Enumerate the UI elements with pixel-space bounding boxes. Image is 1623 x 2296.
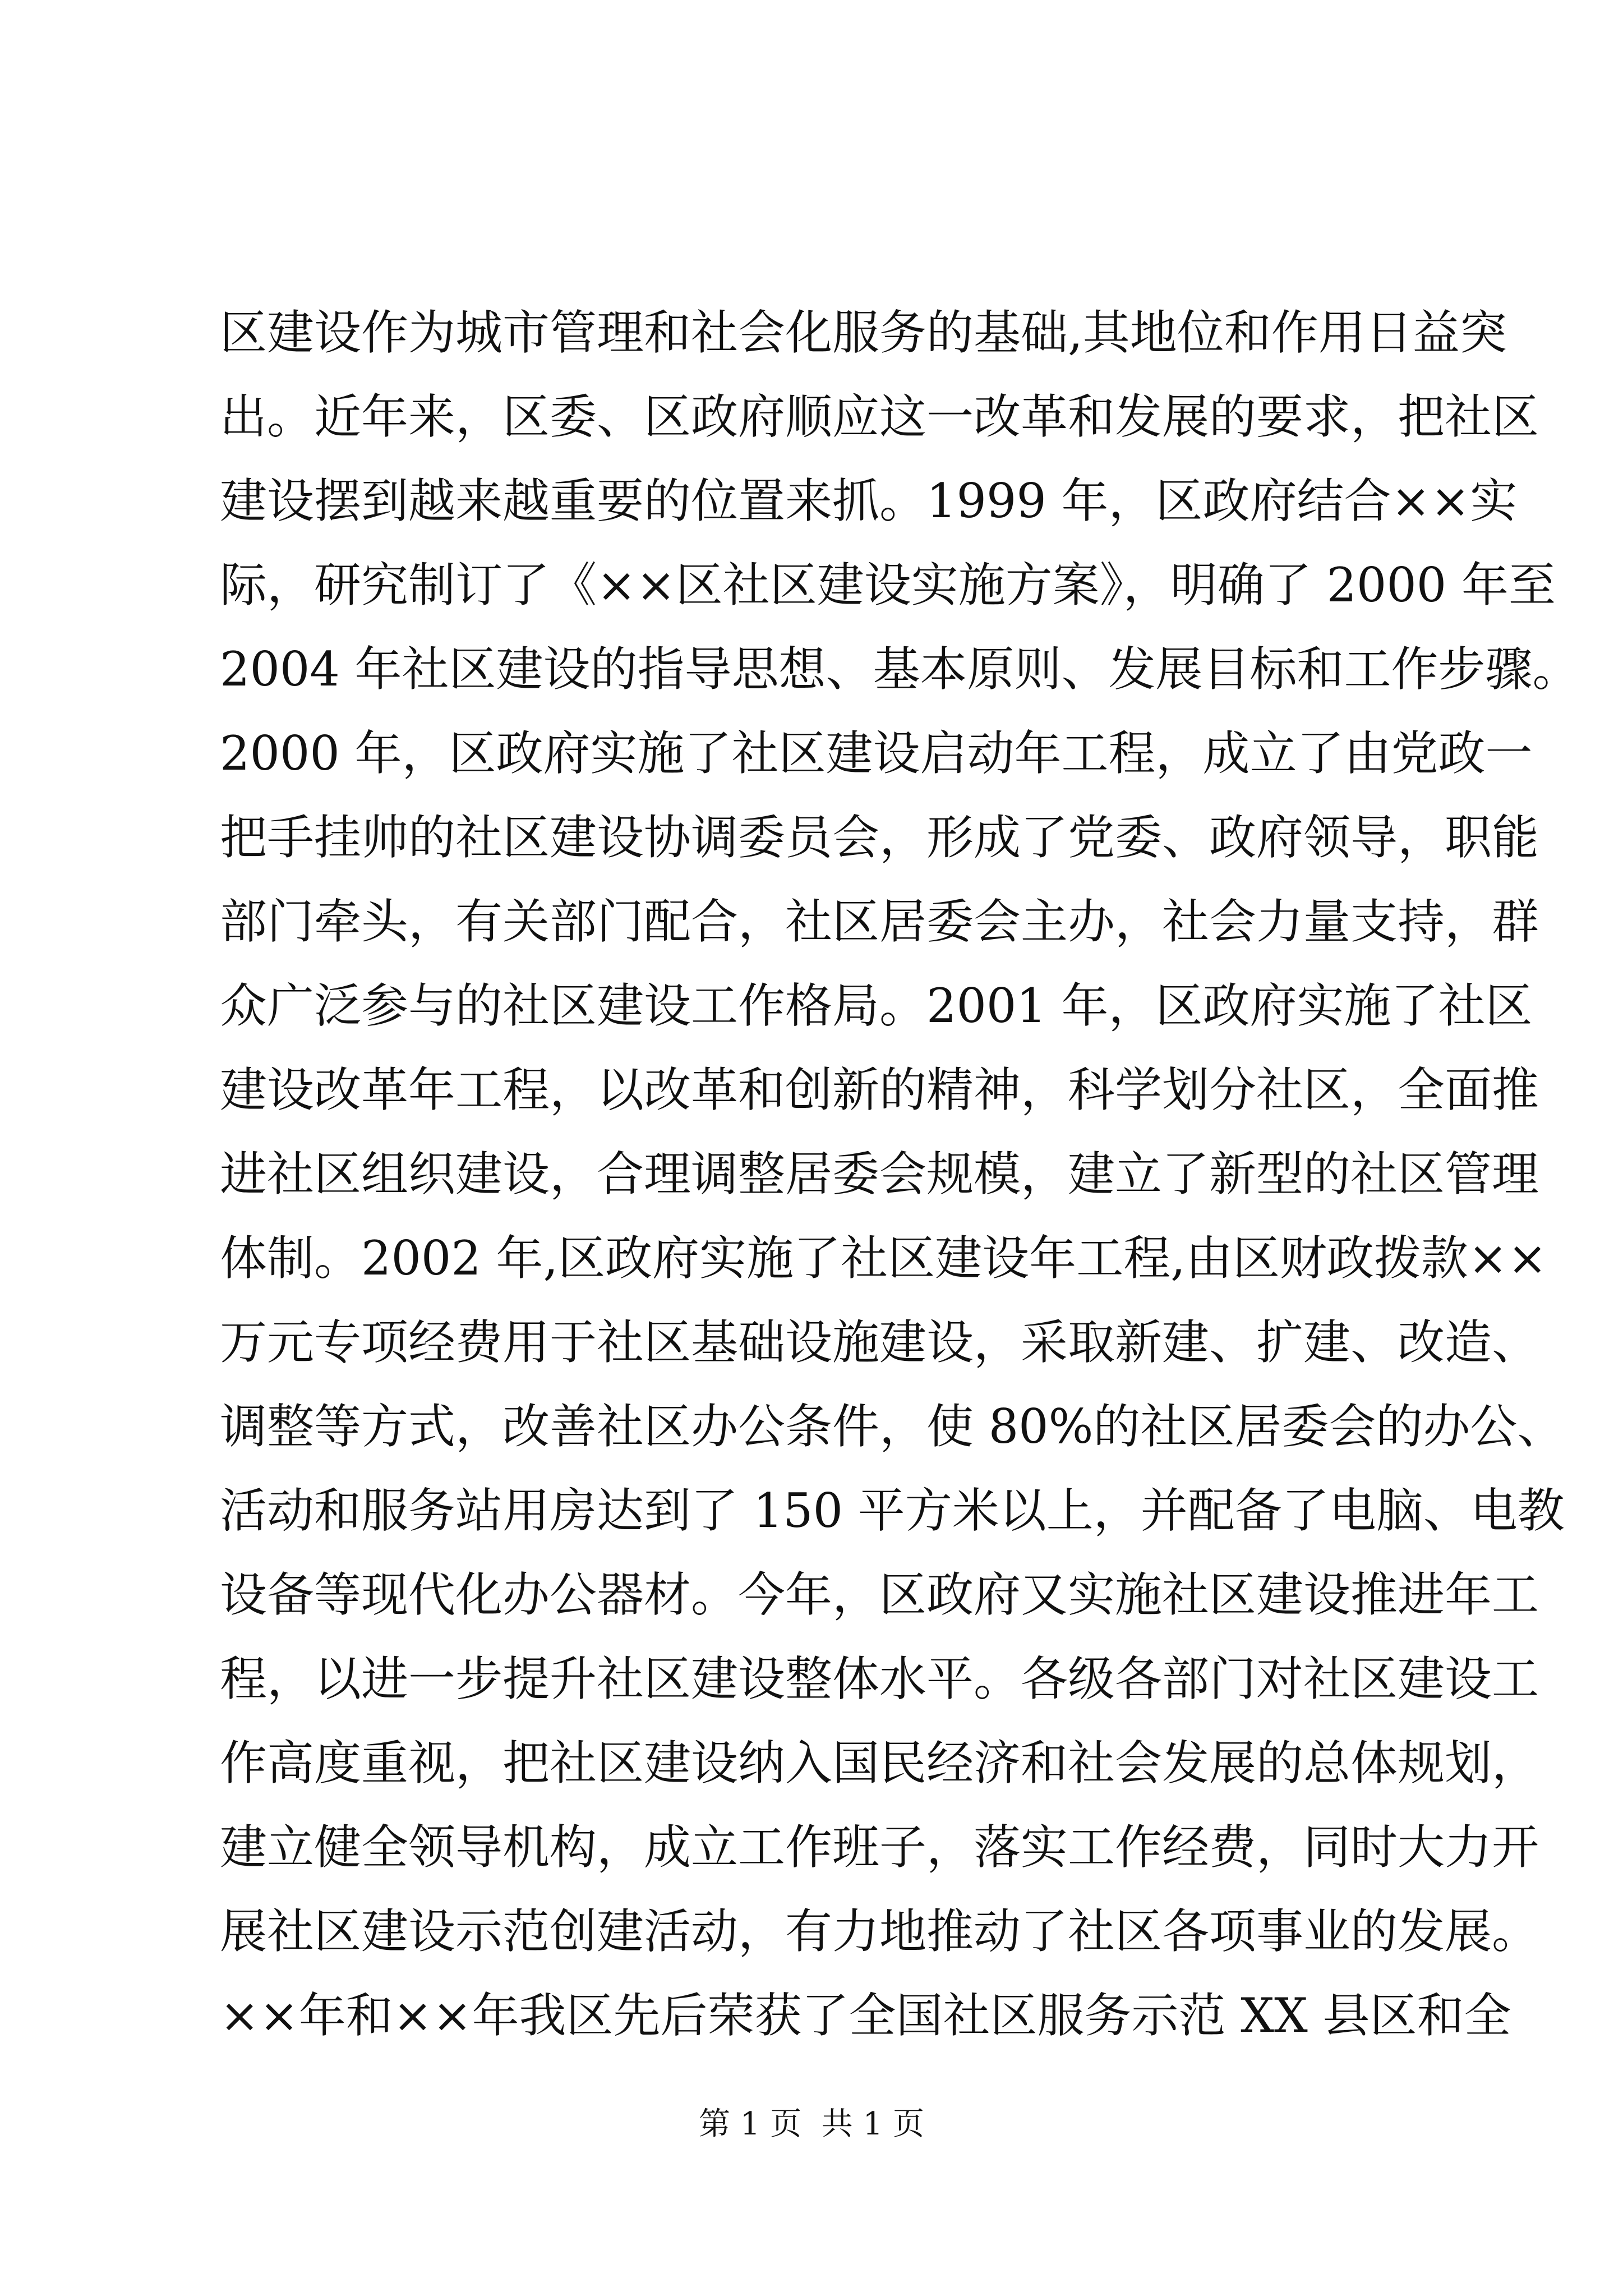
text-line: 活动和服务站用房达到了 150 平方米以上，并配备了电脑、电教 <box>220 1483 1565 1538</box>
text-line: 部门牵头，有关部门配合，社区居委会主办，社会力量支持，群 <box>220 894 1539 949</box>
text-line: 出。近年来，区委、区政府顺应这一改革和发展的要求，把社区 <box>220 389 1539 444</box>
text-line: 进社区组织建设，合理调整居委会规模，建立了新型的社区管理 <box>220 1147 1539 1202</box>
body-paragraph <box>220 291 1580 2058</box>
text-line: 众广泛参与的社区建设工作格局。2001 年，区政府实施了社区 <box>220 978 1533 1033</box>
text-line: 把手挂帅的社区建设协调委员会，形成了党委、政府领导，职能 <box>220 810 1539 865</box>
text-line: 2004 年社区建设的指导思想、基本原则、发展目标和工作步骤。 <box>220 642 1580 697</box>
text-line: 2000 年，区政府实施了社区建设启动年工程，成立了由党政一 <box>220 726 1533 781</box>
page-footer: 第 1 页 共 1 页 <box>698 2106 925 2142</box>
text-line: 建立健全领导机构，成立工作班子，落实工作经费，同时大力开 <box>220 1820 1539 1875</box>
text-line: 程，以进一步提升社区建设整体水平。各级各部门对社区建设工 <box>220 1651 1539 1706</box>
text-line: 作高度重视，把社区建设纳入国民经济和社会发展的总体规划， <box>220 1736 1539 1791</box>
text-line: 设备等现代化办公器材。今年，区政府又实施社区建设推进年工 <box>220 1567 1539 1622</box>
text-line: 体制。2002 年,区政府实施了社区建设年工程,由区财政拨款×× <box>220 1231 1547 1286</box>
text-line: 展社区建设示范创建活动，有力地推动了社区各项事业的发展。 <box>220 1904 1539 1959</box>
text-line: 区建设作为城市管理和社会化服务的基础,其地位和作用日益突 <box>220 305 1507 360</box>
text-line: 建设改革年工程，以改革和创新的精神，科学划分社区，全面推 <box>220 1062 1539 1117</box>
text-line: ××年和××年我区先后荣获了全国社区服务示范 XX 县区和全 <box>220 1988 1511 2043</box>
text-line: 万元专项经费用于社区基础设施建设，采取新建、扩建、改造、 <box>220 1315 1539 1370</box>
text-line: 调整等方式，改善社区办公条件，使 80%的社区居委会的办公、 <box>220 1399 1565 1454</box>
text-line: 际，研究制订了《××区社区建设实施方案》，明确了 2000 年至 <box>220 558 1556 613</box>
text-line: 建设摆到越来越重要的位置来抓。1999 年，区政府结合××实 <box>220 473 1518 528</box>
